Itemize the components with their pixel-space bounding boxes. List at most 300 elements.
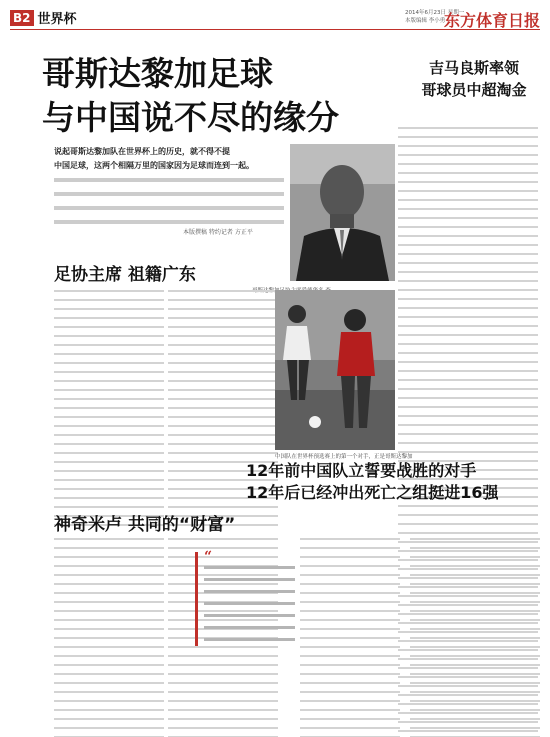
illegible-text-bar xyxy=(54,434,164,436)
text-line-placeholder xyxy=(398,295,538,304)
text-line-placeholder xyxy=(300,715,400,724)
text-line-placeholder xyxy=(54,724,164,733)
text-line-placeholder xyxy=(168,661,278,670)
illegible-text-bar xyxy=(398,235,538,237)
illegible-text-bar xyxy=(168,682,278,684)
text-line-placeholder xyxy=(54,715,164,724)
illegible-text-bar xyxy=(410,538,540,540)
illegible-text-bar xyxy=(54,362,164,364)
text-line-placeholder xyxy=(398,367,538,376)
text-line-placeholder xyxy=(410,553,540,562)
text-line-placeholder xyxy=(410,544,540,553)
illegible-text-bar xyxy=(398,442,538,444)
text-line-placeholder xyxy=(300,544,400,553)
text-line-placeholder xyxy=(168,314,278,323)
text-line-placeholder xyxy=(410,670,540,679)
portrait-photo-graphic xyxy=(290,144,395,281)
text-line-placeholder xyxy=(410,733,540,737)
illegible-text-bar xyxy=(168,416,278,418)
side-headline-line: 哥球员中超淘金 xyxy=(421,81,527,99)
illegible-text-bar xyxy=(410,574,540,576)
text-line-placeholder xyxy=(54,607,164,616)
text-line-placeholder xyxy=(398,331,538,340)
illegible-text-bar xyxy=(54,488,164,490)
illegible-text-bar xyxy=(300,583,400,585)
intro-paragraph xyxy=(54,145,284,229)
text-line-placeholder xyxy=(300,553,400,562)
match-photo-graphic xyxy=(275,290,395,450)
illegible-text-bar xyxy=(410,637,540,639)
text-line-placeholder xyxy=(168,715,278,724)
body-column xyxy=(54,535,164,737)
page-header xyxy=(10,6,540,30)
illegible-text-bar xyxy=(168,434,278,436)
pull-quote-text xyxy=(204,562,295,646)
text-line-placeholder xyxy=(410,535,540,544)
text-line-placeholder xyxy=(398,448,538,457)
text-line-placeholder xyxy=(54,404,164,413)
illegible-text-bar xyxy=(398,307,538,309)
match-photo xyxy=(275,290,395,450)
illegible-text-bar xyxy=(300,646,400,648)
text-line-placeholder xyxy=(300,625,400,634)
illegible-text-bar xyxy=(300,718,400,720)
text-line-placeholder xyxy=(398,223,538,232)
illegible-text-bar xyxy=(410,709,540,711)
illegible-text-bar xyxy=(168,425,278,427)
text-line-placeholder xyxy=(410,571,540,580)
text-line-placeholder xyxy=(410,652,540,661)
illegible-text-bar xyxy=(54,479,164,481)
illegible-text-bar xyxy=(168,727,278,729)
text-line-placeholder xyxy=(54,201,284,215)
illegible-text-bar xyxy=(300,574,400,576)
illegible-text-bar xyxy=(300,691,400,693)
text-line-placeholder xyxy=(300,571,400,580)
text-line-placeholder xyxy=(54,386,164,395)
illegible-text-bar xyxy=(398,370,538,372)
illegible-text-bar xyxy=(398,226,538,228)
text-line-placeholder xyxy=(54,580,164,589)
side-headline-line: 吉马良斯率领 xyxy=(428,59,519,77)
text-line-placeholder xyxy=(410,625,540,634)
body-column xyxy=(54,287,164,530)
text-line-placeholder xyxy=(54,431,164,440)
illegible-text-bar xyxy=(300,592,400,594)
text-line-placeholder xyxy=(410,661,540,670)
text-line-placeholder xyxy=(168,368,278,377)
text-line-placeholder xyxy=(300,598,400,607)
illegible-text-bar xyxy=(54,700,164,702)
text-line-placeholder xyxy=(398,304,538,313)
byline: 本版撰稿 特约记者 方正平 xyxy=(183,229,253,236)
illegible-text-bar xyxy=(54,299,164,301)
issue-editor: 本版编辑 李小勇 xyxy=(405,18,446,24)
illegible-text-bar xyxy=(300,601,400,603)
illegible-text-bar xyxy=(300,637,400,639)
illegible-text-bar xyxy=(398,424,538,426)
illegible-text-bar xyxy=(168,673,278,675)
text-line-placeholder xyxy=(398,142,538,151)
illegible-text-bar xyxy=(410,556,540,558)
text-line-placeholder xyxy=(54,314,164,323)
text-line-placeholder xyxy=(54,661,164,670)
illegible-text-bar xyxy=(410,700,540,702)
illegible-text-bar xyxy=(54,610,164,612)
illegible-text-bar xyxy=(54,619,164,621)
text-line-placeholder xyxy=(168,679,278,688)
illegible-text-bar xyxy=(168,344,278,346)
illegible-text-bar xyxy=(398,334,538,336)
text-line-placeholder xyxy=(398,187,538,196)
text-line-placeholder xyxy=(398,205,538,214)
illegible-text-bar xyxy=(54,178,284,182)
illegible-text-bar xyxy=(398,379,538,381)
illegible-text-bar xyxy=(204,578,295,581)
text-line-placeholder xyxy=(398,376,538,385)
illegible-text-bar xyxy=(300,628,400,630)
illegible-text-bar xyxy=(54,398,164,400)
text-line-placeholder xyxy=(410,697,540,706)
text-line-placeholder xyxy=(300,580,400,589)
main-headline xyxy=(42,52,339,140)
text-line-placeholder xyxy=(410,706,540,715)
text-line-placeholder xyxy=(300,706,400,715)
secondary-headline-line: 12年前中国队立誓要战胜的对手 xyxy=(246,461,477,480)
illegible-text-bar xyxy=(398,505,538,507)
illegible-text-bar xyxy=(54,497,164,499)
issue-date: 2014年6月23日 星期一 xyxy=(405,10,465,16)
illegible-text-bar xyxy=(168,691,278,693)
illegible-text-bar xyxy=(168,299,278,301)
text-line-placeholder xyxy=(168,404,278,413)
illegible-text-bar xyxy=(410,628,540,630)
body-column xyxy=(410,535,540,737)
illegible-text-bar xyxy=(398,280,538,282)
text-line-placeholder xyxy=(300,643,400,652)
illegible-text-bar xyxy=(54,664,164,666)
text-line-placeholder xyxy=(54,688,164,697)
text-line-placeholder xyxy=(300,697,400,706)
illegible-text-bar xyxy=(204,566,295,569)
illegible-text-bar xyxy=(54,673,164,675)
text-line-placeholder xyxy=(54,395,164,404)
illegible-text-bar xyxy=(410,727,540,729)
illegible-text-bar xyxy=(54,290,164,292)
text-line-placeholder xyxy=(168,350,278,359)
text-line-placeholder xyxy=(54,616,164,625)
text-line-placeholder xyxy=(398,214,538,223)
illegible-text-bar xyxy=(54,371,164,373)
text-line-placeholder xyxy=(54,323,164,332)
text-line-placeholder xyxy=(300,724,400,733)
illegible-text-bar xyxy=(410,583,540,585)
text-line-placeholder xyxy=(410,688,540,697)
text-line-placeholder xyxy=(398,160,538,169)
text-line-placeholder xyxy=(54,643,164,652)
text-line-placeholder xyxy=(398,385,538,394)
text-line-placeholder xyxy=(398,259,538,268)
illegible-text-bar xyxy=(398,298,538,300)
illegible-text-bar xyxy=(54,574,164,576)
illegible-text-bar xyxy=(398,289,538,291)
illegible-text-bar xyxy=(168,547,278,549)
text-line-placeholder xyxy=(410,589,540,598)
text-line-placeholder xyxy=(168,413,278,422)
text-line: 说起哥斯达黎加队在世界杯上的历史，就不得不提 xyxy=(54,147,230,156)
illegible-text-bar xyxy=(168,700,278,702)
text-line-placeholder xyxy=(54,553,164,562)
illegible-text-bar xyxy=(410,646,540,648)
illegible-text-bar xyxy=(54,425,164,427)
text-line-placeholder xyxy=(168,377,278,386)
text-line-placeholder xyxy=(204,586,295,598)
illegible-text-bar xyxy=(398,343,538,345)
side-headline xyxy=(399,57,549,101)
illegible-text-bar xyxy=(300,655,400,657)
text-line-placeholder xyxy=(168,670,278,679)
text-line-placeholder xyxy=(168,535,278,544)
illegible-text-bar xyxy=(410,547,540,549)
text-line-placeholder xyxy=(398,340,538,349)
illegible-text-bar xyxy=(54,192,284,196)
illegible-text-bar xyxy=(300,664,400,666)
illegible-text-bar xyxy=(410,718,540,720)
text-line-placeholder xyxy=(168,449,278,458)
subhead-zuxie: 足协主席 祖籍广东 xyxy=(54,265,196,285)
text-line-placeholder xyxy=(300,670,400,679)
text-line-placeholder xyxy=(398,277,538,286)
text-line-placeholder xyxy=(300,607,400,616)
text-line-placeholder xyxy=(398,286,538,295)
text-line-placeholder xyxy=(398,349,538,358)
text-line-placeholder xyxy=(398,430,538,439)
quote-mark-icon: “ xyxy=(204,549,213,565)
text-line-placeholder xyxy=(410,634,540,643)
text-line-placeholder xyxy=(398,196,538,205)
illegible-text-bar xyxy=(54,592,164,594)
text-line-placeholder xyxy=(54,679,164,688)
illegible-text-bar xyxy=(300,547,400,549)
illegible-text-bar xyxy=(54,220,284,224)
text-line-placeholder xyxy=(300,634,400,643)
illegible-text-bar xyxy=(300,610,400,612)
illegible-text-bar xyxy=(204,638,295,641)
illegible-text-bar xyxy=(54,206,284,210)
illegible-text-bar xyxy=(168,335,278,337)
text-line-placeholder xyxy=(300,589,400,598)
text-line-placeholder xyxy=(54,359,164,368)
illegible-text-bar xyxy=(168,452,278,454)
illegible-text-bar xyxy=(410,655,540,657)
pull-quote xyxy=(195,549,295,646)
portrait-photo xyxy=(290,144,395,281)
illegible-text-bar xyxy=(168,506,278,508)
main-headline-line: 哥斯达黎加足球 xyxy=(42,54,273,93)
text-line-placeholder xyxy=(300,733,400,737)
illegible-text-bar xyxy=(168,398,278,400)
illegible-text-bar xyxy=(168,326,278,328)
text-line-placeholder xyxy=(54,449,164,458)
text-line-placeholder xyxy=(300,535,400,544)
illegible-text-bar xyxy=(168,538,278,540)
illegible-text-bar xyxy=(398,388,538,390)
illegible-text-bar xyxy=(204,626,295,629)
text-line-placeholder xyxy=(54,494,164,503)
illegible-text-bar xyxy=(398,415,538,417)
text-line-placeholder xyxy=(168,305,278,314)
text-line-placeholder xyxy=(54,341,164,350)
text-line-placeholder xyxy=(54,706,164,715)
text-line-placeholder xyxy=(168,341,278,350)
text-line-placeholder xyxy=(168,724,278,733)
text-line-placeholder xyxy=(168,652,278,661)
illegible-text-bar xyxy=(410,664,540,666)
text-line-placeholder xyxy=(168,359,278,368)
text-line-placeholder xyxy=(168,386,278,395)
text-line-placeholder xyxy=(204,622,295,634)
text-line-placeholder xyxy=(398,520,538,529)
illegible-text-bar xyxy=(398,163,538,165)
text-line-placeholder xyxy=(168,706,278,715)
text-line-placeholder xyxy=(410,562,540,571)
illegible-text-bar xyxy=(54,637,164,639)
text-line-placeholder xyxy=(398,250,538,259)
text-line-placeholder xyxy=(204,610,295,622)
text-line-placeholder xyxy=(54,173,284,187)
text-line-placeholder xyxy=(398,268,538,277)
illegible-text-bar xyxy=(54,556,164,558)
illegible-text-bar xyxy=(398,181,538,183)
illegible-text-bar xyxy=(398,352,538,354)
text-line-placeholder xyxy=(398,439,538,448)
text-line-placeholder xyxy=(54,296,164,305)
text-line-placeholder xyxy=(410,679,540,688)
text-line-placeholder xyxy=(54,485,164,494)
illegible-text-bar xyxy=(410,691,540,693)
illegible-text-bar xyxy=(398,127,538,129)
text-line-placeholder xyxy=(410,724,540,733)
illegible-text-bar xyxy=(204,602,295,605)
text-line-placeholder xyxy=(54,625,164,634)
illegible-text-bar xyxy=(398,190,538,192)
illegible-text-bar xyxy=(398,523,538,525)
text-line-placeholder xyxy=(168,688,278,697)
text-line-placeholder xyxy=(168,440,278,449)
text-line-placeholder xyxy=(300,652,400,661)
text-line-placeholder xyxy=(168,697,278,706)
illegible-text-bar xyxy=(54,452,164,454)
illegible-text-bar xyxy=(398,145,538,147)
text-line-placeholder xyxy=(410,580,540,589)
text-line-placeholder xyxy=(168,296,278,305)
text-line-placeholder xyxy=(410,643,540,652)
text-line-placeholder xyxy=(398,412,538,421)
illegible-text-bar xyxy=(54,655,164,657)
illegible-text-bar xyxy=(168,317,278,319)
illegible-text-bar xyxy=(398,451,538,453)
text-line-placeholder xyxy=(54,535,164,544)
text-line-placeholder xyxy=(168,395,278,404)
illegible-text-bar xyxy=(54,682,164,684)
text-line-placeholder xyxy=(398,169,538,178)
illegible-text-bar xyxy=(300,673,400,675)
match-photo-caption: 中国队在世界杯预选赛上的第一个对手，正是哥斯达黎加 xyxy=(275,454,413,460)
illegible-text-bar xyxy=(54,547,164,549)
illegible-text-bar xyxy=(54,326,164,328)
illegible-text-bar xyxy=(54,380,164,382)
illegible-text-bar xyxy=(54,470,164,472)
body-column xyxy=(300,535,400,737)
illegible-text-bar xyxy=(398,172,538,174)
text-line-placeholder xyxy=(398,178,538,187)
illegible-text-bar xyxy=(204,590,295,593)
text-line-placeholder xyxy=(54,332,164,341)
text-line-placeholder xyxy=(54,350,164,359)
text-line-placeholder xyxy=(54,368,164,377)
illegible-text-bar xyxy=(168,407,278,409)
illegible-text-bar xyxy=(398,397,538,399)
illegible-text-bar xyxy=(398,262,538,264)
illegible-text-bar xyxy=(54,538,164,540)
illegible-text-bar xyxy=(300,565,400,567)
illegible-text-bar xyxy=(300,682,400,684)
illegible-text-bar xyxy=(54,718,164,720)
masthead-logo: 东方体育日报 xyxy=(443,11,540,30)
illegible-text-bar xyxy=(410,610,540,612)
illegible-text-bar xyxy=(398,271,538,273)
text-line-placeholder xyxy=(54,571,164,580)
illegible-text-bar xyxy=(398,136,538,138)
illegible-text-bar xyxy=(300,727,400,729)
text-line-placeholder xyxy=(410,607,540,616)
illegible-text-bar xyxy=(168,709,278,711)
illegible-text-bar xyxy=(168,646,278,648)
text-line-placeholder xyxy=(54,287,164,296)
illegible-text-bar xyxy=(168,443,278,445)
text-line-placeholder xyxy=(398,124,538,133)
subhead-shenqi: 神奇米卢 共同的“财富” xyxy=(54,515,236,535)
illegible-text-bar xyxy=(398,208,538,210)
text-line-placeholder xyxy=(398,421,538,430)
text-line-placeholder xyxy=(398,241,538,250)
text-line-placeholder xyxy=(300,562,400,571)
illegible-text-bar xyxy=(168,290,278,292)
text-line-placeholder xyxy=(54,458,164,467)
illegible-text-bar xyxy=(54,601,164,603)
text-line-placeholder xyxy=(204,634,295,646)
illegible-text-bar xyxy=(410,592,540,594)
text-line-placeholder xyxy=(54,440,164,449)
text-line-placeholder xyxy=(398,403,538,412)
text-line-placeholder xyxy=(168,733,278,737)
illegible-text-bar xyxy=(410,673,540,675)
text-line-placeholder xyxy=(168,287,278,296)
text-line-placeholder xyxy=(54,589,164,598)
text-line-placeholder xyxy=(54,598,164,607)
illegible-text-bar xyxy=(168,380,278,382)
section-name: 世界杯 xyxy=(37,12,77,27)
illegible-text-bar xyxy=(300,556,400,558)
illegible-text-bar xyxy=(168,362,278,364)
illegible-text-bar xyxy=(54,565,164,567)
text-line-placeholder xyxy=(54,670,164,679)
text-line-placeholder xyxy=(300,688,400,697)
illegible-text-bar xyxy=(398,199,538,201)
illegible-text-bar xyxy=(54,344,164,346)
main-headline-line: 与中国说不尽的缘分 xyxy=(42,98,339,137)
text-line-placeholder xyxy=(168,422,278,431)
